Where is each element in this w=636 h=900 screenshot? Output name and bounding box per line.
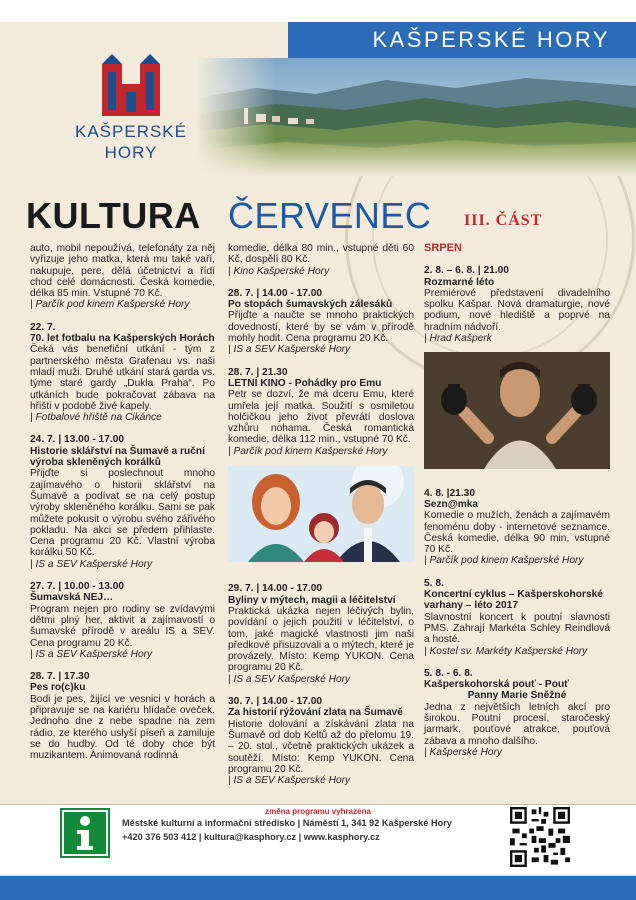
- event-place: | IS a SEV Kašperské Hory: [30, 648, 153, 660]
- event-item: [30, 671, 215, 761]
- contact-address: Městské kulturní a informační středisko | Náměstí 1, 341 92 Kašperské Hory: [122, 818, 452, 828]
- column-2: [228, 243, 414, 786]
- column-3: [424, 243, 610, 758]
- change-notice: změna programu vyhrazena: [265, 807, 371, 816]
- event-date: 4. 8. |21.30: [424, 487, 475, 499]
- heading-month: ČERVENEC: [228, 195, 432, 236]
- event-date: 29. 7. | 14.00 - 17.00: [228, 583, 323, 595]
- event-place: | IS a SEV Kašperské Hory: [30, 558, 153, 570]
- logo-text-line2: HORY: [104, 143, 158, 162]
- contact-phone-email-web: +420 376 503 412 | kultura@kasphory.cz | www.kasphory.cz: [122, 831, 380, 842]
- event-text: Přijďte a naučte se mnoho praktických dovedností, které by se vám v přírodě mohly hodit. Cena programu 20 Kč.: [228, 310, 414, 345]
- event-text: auto, mobil nepoužívá, telefonáty za něj vyřizuje jeho matka, která mu také vaří, nakupuje, pere, dělá účetnictví a řídí chod celé domácnosti. Česká komedie, délka 85 min. Vstupné 70 Kč.: [30, 243, 215, 300]
- event-text: Praktická ukázka nejen léčivých bylin, povídání o jejich použití v léčitelství, o tom, jaké magické vlastnosti jim naši předkové přisuzovali a o mýtech, které je provázely. Místo: Kemp YUKON. Cena programu 20 Kč.: [228, 605, 414, 674]
- event-item: [424, 488, 610, 567]
- event-title-line2: Panny Marie Sněžné: [467, 690, 567, 702]
- event-text: Slavnostní koncert k poutní slavnosti PMS. Zahrají Markéta Schley Reindlová a hosté.: [424, 611, 610, 646]
- event-place: | Hrad Kašperk: [424, 333, 492, 345]
- event-item: [30, 434, 215, 570]
- event-place: | Parčík pod kinem Kašperské Hory: [228, 445, 388, 457]
- event-text: Bodi je pes, žijící ve vesnici v horách a připravuje se na kariéru hlídače oveček. Jednoho dne z nebe spadne na zem rádio, ze kterého uslyší píseň a zamiluje se do hudby. Od té doby chce být muzikantem. Animovaná rodinná: [30, 693, 215, 762]
- event-date: 5. 8.: [424, 577, 444, 589]
- event-place: | IS a SEV Kašperské Hory: [228, 775, 351, 787]
- event-date: 28. 7. | 21.30: [228, 366, 288, 378]
- event-date: 5. 8. - 6. 8.: [424, 667, 473, 679]
- event-text: Komedie o mužích, ženách a zajímavém fenoménu doby - internetové seznamce. Česká komedie, délka 90 min, vstupné 70 Kč.: [424, 510, 610, 556]
- info-icon: [60, 808, 110, 858]
- heading-part: III. ČÁST: [464, 212, 543, 229]
- event-item: [30, 243, 215, 311]
- event-title: Kašperskohorská pouť - Pouť: [424, 679, 570, 691]
- event-item: [30, 322, 215, 424]
- event-date: 2. 8. – 6. 8. | 21.00: [424, 265, 509, 277]
- event-place: | Parčík pod kinem Kašperské Hory: [424, 555, 584, 567]
- banner-title: KAŠPERSKÉ HORY: [372, 27, 610, 52]
- event-date: 30. 7. | 14.00 - 17.00: [228, 696, 323, 708]
- event-date: 28. 7. | 17.30: [30, 671, 90, 683]
- event-title: Historie sklářství na Šumavě a ruční výroba skleněných korálků: [30, 445, 205, 469]
- event-title: Šumavská NEJ…: [30, 592, 114, 604]
- event-item: [424, 668, 610, 758]
- event-date: 28. 7. | 14.00 - 17.00: [228, 287, 323, 299]
- event-title: Sezn@mka: [424, 498, 479, 510]
- event-place: | Kašperské Hory: [424, 746, 502, 758]
- landscape-photo: [196, 58, 636, 176]
- column-1: [30, 243, 215, 761]
- event-place: | Fotbalové hřiště na Cikánce: [30, 412, 162, 424]
- event-text: Petr se dozví, že má dceru Emu, které umřela její matka. Soužití s osmiletou holčičkou jeho život převrátí doslova vzhůru nohama. Česká romantická komedie, délka 112 min., vstupné 70 Kč.: [228, 389, 414, 446]
- event-text: komedie, délka 80 min., vstupné děti 60 Kč, dospělí 80 Kč.: [228, 243, 414, 266]
- theatre-photo: [424, 352, 610, 469]
- castle-icon: [100, 54, 162, 118]
- bottom-strip: [0, 876, 636, 900]
- event-title: Pes ro(c)ku: [30, 682, 86, 694]
- event-text: Přijďte si poslechnout mnoho zajímavého o historii sklářství na Šumavě a podívat se na celý postup výroby skleněného korálku. Sami se pak můžete pokusit o výrobu svého zářivého pokladu. Na akci se předem přihlaste. Cena programu 20 Kč. Vlastní výroba korálku 50 Kč.: [30, 468, 215, 559]
- contact-info: [122, 817, 452, 844]
- event-item: [228, 243, 414, 277]
- event-date: 24. 7. | 13.00 - 17.00: [30, 434, 125, 446]
- event-place: | Parčík pod kinem Kašperské Hory: [30, 299, 190, 311]
- event-title: Byliny v mýtech, magii a léčitelství: [228, 594, 396, 606]
- event-item: [228, 288, 414, 356]
- event-place: | Kostel sv. Markéty Kašperské Hory: [424, 645, 588, 657]
- event-item: [228, 367, 414, 457]
- qr-code: [510, 807, 570, 867]
- event-text: Čeká vás benefiční utkání - tým z partnerského města Grafenau vs. naši mladí muži. Druhé utkání stará garda vs. týme staré gardy „Dukla Praha“. Po utkáních bude pokračovat zábava na hřišti v podobě živé kapely.: [30, 344, 215, 412]
- event-title: Po stopách šumavských zálesáků: [228, 299, 393, 311]
- heading-kultura: KULTURA: [26, 195, 201, 236]
- event-title: Koncertní cyklus – Kašperskohorské varhany – léto 2017: [424, 589, 603, 612]
- event-place: | IS a SEV Kašperské Hory: [228, 673, 351, 685]
- event-text: Historie dolování a získávání zlata na Šumavě od dob Keltů až do přelomu 19. – 20. stol., včetně praktických ukázek a soutěží. Místo: Kemp YUKON. Cena programu 20 Kč.: [228, 718, 414, 775]
- event-date: 27. 7. | 10.00 - 13.00: [30, 581, 125, 593]
- month-august: SRPEN: [424, 242, 462, 254]
- event-item: [424, 578, 610, 657]
- event-place: | IS a SEV Kašperské Hory: [228, 344, 351, 356]
- top-margin: [0, 0, 636, 22]
- event-item: [228, 696, 414, 786]
- event-text: Premiérové představení divadelního spolku Kašpar. Nová dramaturgie, nové podium, nové hlediště a poprvé na hradním nádvoří.: [424, 287, 610, 333]
- event-date: 22. 7.: [30, 321, 56, 333]
- event-title: LETNÍ KINO - Pohádky pro Emu: [228, 377, 382, 389]
- event-item: [424, 265, 610, 344]
- logo-text-line1: KAŠPERSKÉ: [75, 122, 187, 141]
- event-text: Program nejen pro rodiny se zvídavými dětmi plný her, aktivit a zajímavostí o šumavské přírodě v areálu IS a SEV. Cena programu 20 Kč.: [30, 603, 215, 649]
- title-banner: [288, 22, 636, 58]
- event-item: [228, 583, 414, 685]
- event-title: Za historií rýžování zlata na Šumavě: [228, 707, 403, 719]
- film-poster-photo: [228, 466, 414, 562]
- town-logo: [72, 48, 190, 182]
- event-title: 70. let fotbalu na Kašperských Horách: [30, 333, 215, 345]
- event-item: [30, 581, 215, 660]
- event-place: | Kino Kašperské Hory: [228, 265, 330, 277]
- event-title: Rozmarné léto: [424, 276, 495, 288]
- event-text: Jedna z největších letních akcí pro širokou. Poutní procesí, staročeský jarmark, pouťové atrakce, pouťová zábava a mnoho dalšího.: [424, 701, 610, 747]
